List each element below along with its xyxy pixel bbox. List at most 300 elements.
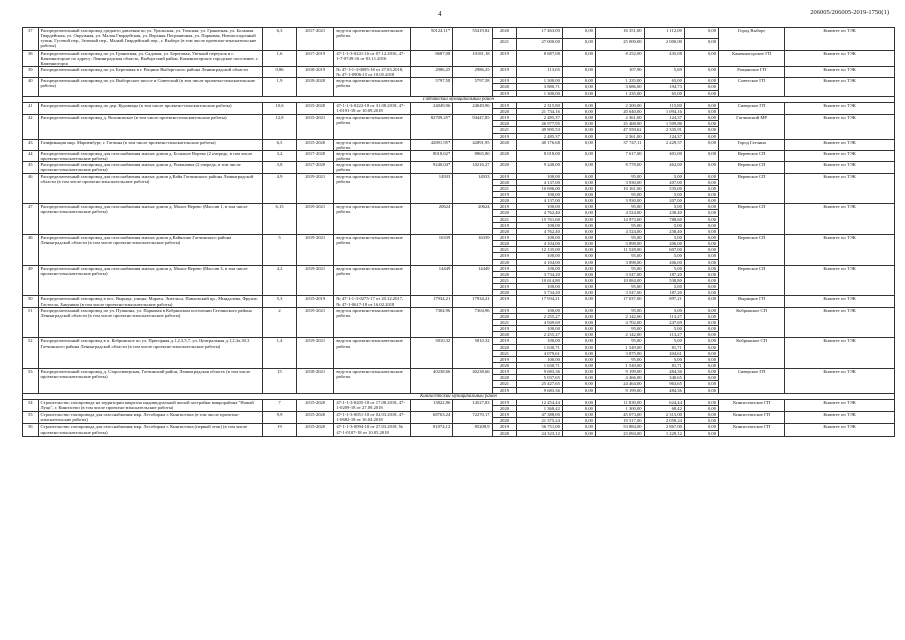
regional-cell: 37 747,11: [595, 139, 644, 150]
other-cell: 0,00: [684, 418, 718, 424]
other-cell: 0,00: [684, 133, 718, 139]
other-cell: 0,00: [684, 109, 718, 115]
row-number-cell: 45: [23, 162, 39, 173]
year-cell: 2020: [492, 430, 517, 436]
regional-cell: 95,00: [595, 326, 644, 332]
total-cell: 2 255,27: [517, 313, 563, 319]
remaining-cost-cell: 2986,25: [453, 67, 492, 78]
length-cell: 3,2: [262, 151, 296, 162]
length-cell: 9,9: [262, 412, 296, 424]
year-cell: 2019: [492, 296, 517, 307]
other-cell: 0,00: [684, 344, 718, 350]
period-cell: 2019-2021: [297, 204, 334, 235]
local-cell: 530,80: [644, 278, 684, 284]
other-cell: 0,00: [684, 284, 718, 290]
local-cell: 81,71: [644, 363, 684, 369]
customer-cell: Вырицкое ГП: [719, 296, 785, 307]
year-cell: 2019: [492, 338, 517, 344]
expertise-cell: ведутся проектно-изыскательские работы: [334, 265, 411, 296]
federal-cell: 0,00: [562, 115, 595, 121]
regional-cell: 1 549,00: [595, 363, 644, 369]
regional-cell: 19 317,00: [595, 418, 644, 424]
regional-cell: 4 524,00: [595, 228, 644, 234]
customer-cell: Сиверское ГП: [719, 102, 785, 114]
regional-cell: 8 252,00: [595, 50, 644, 66]
total-cell: 26 977,95: [517, 121, 563, 127]
federal-cell: 0,00: [562, 102, 595, 108]
other-cell: 0,00: [684, 102, 718, 108]
federal-cell: 0,00: [562, 121, 595, 127]
local-cell: 238,40: [644, 228, 684, 234]
regional-cell: 4 466,00: [595, 375, 644, 381]
other-cell: 0,00: [684, 235, 718, 241]
total-cell: 1 368,42: [517, 405, 563, 411]
year-cell: 2019: [492, 115, 517, 121]
row-number-cell: 47: [23, 204, 39, 235]
other-cell: 0,00: [684, 90, 718, 96]
federal-cell: 0,00: [562, 399, 595, 405]
total-cell: 2 485,37: [517, 115, 563, 121]
document-code: 206005/206005-2019-1750(1): [810, 9, 889, 16]
remaining-cost-cell: 5797,58: [453, 78, 492, 96]
regional-cell: 23 094,00: [595, 430, 644, 436]
regional-cell: 2 142,00: [595, 332, 644, 338]
customer-cell: Кингисеппское ГП: [719, 424, 785, 436]
customer-cell: Веревское СП: [719, 235, 785, 266]
customer-cell: Сиверское ГП: [719, 369, 785, 394]
local-cell: 194,73: [644, 84, 684, 90]
regional-cell: 3 875,00: [595, 350, 644, 356]
total-cell: 100,00: [517, 173, 563, 179]
federal-cell: 0,00: [562, 338, 595, 344]
other-cell: 0,00: [684, 173, 718, 179]
federal-cell: 0,00: [562, 39, 595, 50]
estimate-cost-cell: 14449: [410, 265, 452, 296]
object-row: [23, 67, 895, 78]
year-cell: 2021: [492, 247, 517, 253]
other-cell: 0,00: [684, 296, 718, 307]
length-cell: 19: [262, 424, 296, 436]
object-row: [23, 139, 895, 150]
federal-cell: 0,00: [562, 278, 595, 284]
expertise-cell: ведутся проектно-изыскательские работы: [334, 369, 411, 394]
federal-cell: 0,00: [562, 204, 595, 210]
row-number-cell: 37: [23, 28, 39, 51]
federal-cell: 0,00: [562, 151, 595, 162]
other-cell: 0,00: [684, 179, 718, 185]
total-cell: 100,00: [517, 338, 563, 344]
year-cell: 2019: [492, 307, 517, 313]
customer-cell: Город Гатчина: [719, 139, 785, 150]
other-cell: 0,00: [684, 369, 718, 375]
other-cell: 0,00: [684, 121, 718, 127]
description-cell: Распределительный газопровод для газоснабжения жилых домов д. Романовка (2 очередь, в том числе проектно-изыскательские работы): [38, 162, 262, 173]
federal-cell: 0,00: [562, 185, 595, 191]
remaining-cost-cell: 14527,83: [453, 399, 492, 411]
object-row: [23, 78, 895, 84]
local-cell: 113,27: [644, 313, 684, 319]
other-cell: 0,00: [684, 332, 718, 338]
regional-cell: 95,00: [595, 204, 644, 210]
total-cell: 47 388,00: [517, 412, 563, 418]
expertise-cell: 47-1-1-3-0051-18 от 02.03.2018, 47-1-0682-18 от 16.04.2018: [334, 412, 411, 424]
regional-cell: 7 617,00: [595, 151, 644, 162]
local-cell: 247,69: [644, 320, 684, 326]
responsible-body-cell: Комитет по ТЭК: [785, 151, 895, 162]
total-cell: 40 176,68: [517, 139, 563, 150]
district-header: Кингисеппский муниципальный район: [23, 393, 895, 399]
total-cell: 21 375,24: [517, 418, 563, 424]
estimate-cost-cell: 7304,96: [410, 307, 452, 338]
local-cell: 68,42: [644, 405, 684, 411]
responsible-body-cell: Комитет по ТЭК: [785, 139, 895, 150]
local-cell: 5,69: [644, 67, 684, 78]
estimate-cost-cell: 17934,21: [410, 296, 452, 307]
period-cell: 2019-2021: [297, 265, 334, 296]
federal-cell: 0,00: [562, 418, 595, 424]
remaining-cost-cell: 5810,32: [453, 338, 492, 369]
description-cell: Распределительный газопровод для газоснабжения жилых домов д.Вайя Гатчинского района Ленинградской области (в том числе проектно-изыскательские работы): [38, 173, 262, 204]
total-cell: 15 761,60: [517, 216, 563, 222]
remaining-cost-cell: 8865,80: [453, 151, 492, 162]
object-row: [23, 102, 895, 108]
other-cell: 0,00: [684, 216, 718, 222]
year-cell: 2021: [492, 350, 517, 356]
federal-cell: 0,00: [562, 265, 595, 271]
period-cell: 2017-2020: [297, 162, 334, 173]
description-cell: Распределительный газопровод среднего давления по ул. Уральская, ул. Томская, ул. Гранитная, ул. Большая Гвардейская, ул. Окружная, ул. Малая Гвардейская, ул. Верхняя Пограничная, ул. Парковая, Новопосадочный тупик, Гусевой пер., Зеленый пер., Малый Гвардейский пер., г. Выборг (в том числе проектно-изыскательские работы): [38, 28, 262, 51]
federal-cell: 0,00: [562, 296, 595, 307]
row-number-cell: 48: [23, 235, 39, 266]
total-cell: 2 485,37: [517, 133, 563, 139]
period-cell: 2015-2020: [297, 399, 334, 411]
other-cell: 0,00: [684, 151, 718, 162]
responsible-body-cell: Комитет по ТЭК: [785, 369, 895, 394]
regional-cell: 9 199,00: [595, 387, 644, 393]
regional-cell: 3 898,00: [595, 241, 644, 247]
other-cell: 0,00: [684, 222, 718, 228]
year-cell: 2019: [492, 67, 517, 78]
other-cell: 0,00: [684, 399, 718, 405]
other-cell: 0,00: [684, 326, 718, 332]
responsible-body-cell: Комитет по ТЭК: [785, 296, 895, 307]
description-cell: Распределительный газопровод по ул. Выборгское шоссе и Советский (в том числе проектно-изыскательские работы): [38, 78, 262, 96]
federal-cell: 0,00: [562, 284, 595, 290]
local-cell: 5,00: [644, 222, 684, 228]
total-cell: 100,00: [517, 265, 563, 271]
estimate-cost-cell: 81074,12: [410, 424, 452, 436]
local-cell: 2 000,00: [644, 39, 684, 50]
local-cell: 401,00: [644, 151, 684, 162]
regional-cell: 2 142,00: [595, 313, 644, 319]
length-cell: 5,3: [262, 296, 296, 307]
expertise-cell: ведутся проектно-изыскательские работы: [334, 162, 411, 173]
length-cell: 7: [262, 399, 296, 411]
local-cell: 207,00: [644, 179, 684, 185]
year-cell: 2019: [492, 192, 517, 198]
estimate-cost-cell: 20624: [410, 204, 452, 235]
object-row: [23, 235, 895, 241]
local-cell: 5,00: [644, 326, 684, 332]
estimate-cost-cell: 42891,95*: [410, 139, 452, 150]
object-row: [23, 50, 895, 66]
regional-cell: 4 702,00: [595, 320, 644, 326]
other-cell: 0,00: [684, 405, 718, 411]
year-cell: 2019: [492, 284, 517, 290]
estimate-cost-cell: 68763,24: [410, 412, 452, 424]
total-cell: 3 734,20: [517, 271, 563, 277]
other-cell: 0,00: [684, 350, 718, 356]
responsible-body-cell: Комитет по ТЭК: [785, 102, 895, 114]
local-cell: 535,00: [644, 185, 684, 191]
row-number-cell: 38: [23, 50, 39, 66]
customer-cell: Веревское СП: [719, 162, 785, 173]
description-cell: Газификация мкр. Мариенбург, г. Гатчина (в том числе проектно-изыскательские работы): [38, 139, 262, 150]
description-cell: Распределительный газопровод по ул. Березовая в г. Рощино Выборгского района Ленинградской области: [38, 67, 262, 78]
local-cell: 124,37: [644, 115, 684, 121]
federal-cell: 0,00: [562, 356, 595, 362]
period-cell: 2018-2021: [297, 369, 334, 394]
federal-cell: 0,00: [562, 127, 595, 133]
remaining-cost-cell: 72270,17: [453, 412, 492, 424]
responsible-body-cell: Комитет по ТЭК: [785, 412, 895, 424]
federal-cell: 0,00: [562, 369, 595, 375]
length-cell: 6,15: [262, 204, 296, 235]
total-cell: 10 696,00: [517, 185, 563, 191]
federal-cell: 0,00: [562, 162, 595, 173]
responsible-body-cell: Комитет по ТЭК: [785, 78, 895, 96]
federal-cell: 0,00: [562, 307, 595, 313]
total-cell: 17 934,21: [517, 296, 563, 307]
regional-cell: 14 973,00: [595, 216, 644, 222]
length-cell: 6,3: [262, 28, 296, 51]
responsible-body-cell: Комитет по ТЭК: [785, 307, 895, 338]
remaining-cost-cell: 14449: [453, 265, 492, 296]
expertise-cell: ведутся проектно-изыскательские работы: [334, 115, 411, 140]
estimate-cost-cell: 16339: [410, 235, 452, 266]
regional-cell: 95,00: [595, 235, 644, 241]
regional-cell: 3 930,00: [595, 198, 644, 204]
length-cell: 1,6: [262, 50, 296, 66]
federal-cell: 0,00: [562, 228, 595, 234]
total-cell: 100,00: [517, 326, 563, 332]
object-row: [23, 296, 895, 307]
total-cell: 100,00: [517, 356, 563, 362]
other-cell: 0,00: [684, 356, 718, 362]
estimate-cost-cell: 14933: [410, 173, 452, 204]
row-number-cell: 55: [23, 412, 39, 424]
length-cell: 4,9: [262, 173, 296, 204]
other-cell: 0,00: [684, 127, 718, 133]
year-cell: 2020: [492, 363, 517, 369]
description-cell: Распределительный газопровод по ул. Пушкина, ул. Парковая в Кобринском поселении Гатчинского района Ленинградской области (в том числе проектно-изыскательские работы): [38, 307, 262, 338]
description-cell: Строительство газопровода на территории квартала индивидуальной жилой застройки микрорайона "Новый Луцк", г. Кингисепп (в том числе проектно-изыскательские работы): [38, 399, 262, 411]
local-cell: 1 229,12: [644, 430, 684, 436]
total-cell: 9 683,36: [517, 387, 563, 393]
federal-cell: 0,00: [562, 247, 595, 253]
total-cell: 100,00: [517, 192, 563, 198]
local-cell: 1 509,86: [644, 121, 684, 127]
other-cell: 0,00: [684, 247, 718, 253]
customer-cell: Кобринское СП: [719, 307, 785, 338]
responsible-body-cell: Комитет по ТЭК: [785, 265, 895, 296]
federal-cell: 0,00: [562, 350, 595, 356]
year-cell: 2020: [492, 332, 517, 338]
customer-cell: Кингисеппское ГП: [719, 399, 785, 411]
description-cell: Распределительный газопровод в пос. Вырица, улицы: Марата, Энгельса, Павловский пр., Миндалева, Фрунзе, Гастелло, Бакунина (в том числе проектно-изыскательские работы): [38, 296, 262, 307]
local-cell: 2 315,00: [644, 412, 684, 418]
object-row: [23, 115, 895, 121]
estimate-cost-cell: 8018,62*: [410, 151, 452, 162]
year-cell: 2019: [492, 399, 517, 405]
other-cell: 0,00: [684, 115, 718, 121]
year-cell: 2020: [492, 151, 517, 162]
total-cell: 4 949,69: [517, 320, 563, 326]
year-cell: 2019: [492, 265, 517, 271]
row-number-cell: 54: [23, 399, 39, 411]
federal-cell: 0,00: [562, 363, 595, 369]
federal-cell: 0,00: [562, 210, 595, 216]
responsible-body-cell: Комитет по ТЭК: [785, 338, 895, 369]
customer-cell: Советское ГП: [719, 78, 785, 96]
regional-cell: 95,00: [595, 284, 644, 290]
total-cell: 1 300,00: [517, 78, 563, 84]
year-cell: 2020: [492, 179, 517, 185]
period-cell: 2019-2021: [297, 173, 334, 204]
local-cell: 5,00: [644, 204, 684, 210]
year-cell: 2020: [492, 271, 517, 277]
regional-cell: 3 547,00: [595, 290, 644, 296]
regional-cell: 1 549,00: [595, 344, 644, 350]
total-cell: 100,00: [517, 284, 563, 290]
regional-cell: 1 235,00: [595, 90, 644, 96]
federal-cell: 0,00: [562, 109, 595, 115]
other-cell: 0,00: [684, 204, 718, 210]
total-cell: 100,00: [517, 253, 563, 259]
year-cell: 2021: [492, 278, 517, 284]
remaining-cost-cell: 85208,9: [453, 424, 492, 436]
federal-cell: 0,00: [562, 78, 595, 84]
year-cell: 2019: [492, 133, 517, 139]
object-row: [23, 204, 895, 210]
other-cell: 0,00: [684, 387, 718, 393]
local-cell: 2 058,24: [644, 418, 684, 424]
year-cell: 2020: [492, 418, 517, 424]
year-cell: 2020: [492, 162, 517, 173]
local-cell: 124,37: [644, 133, 684, 139]
period-cell: 2017-2021: [297, 28, 334, 51]
total-cell: 27 000,00: [517, 39, 563, 50]
year-cell: 2019: [492, 412, 517, 418]
regional-cell: 10 084,00: [595, 278, 644, 284]
regional-cell: 95,00: [595, 338, 644, 344]
customer-cell: Веревское СП: [719, 265, 785, 296]
estimate-cost-cell: 40238,66: [410, 369, 452, 394]
other-cell: 0,00: [684, 67, 718, 78]
expertise-cell: ведутся проектно-изыскательские работы: [334, 204, 411, 235]
local-cell: 5,00: [644, 235, 684, 241]
year-cell: 2020: [492, 109, 517, 115]
regional-cell: 95,00: [595, 173, 644, 179]
federal-cell: 0,00: [562, 235, 595, 241]
federal-cell: 0,00: [562, 50, 595, 66]
remaining-cost-cell: 16339: [453, 235, 492, 266]
year-cell: 2019: [492, 387, 517, 393]
year-cell: 2019: [492, 326, 517, 332]
other-cell: 0,00: [684, 78, 718, 84]
other-cell: 0,00: [684, 412, 718, 418]
description-cell: Распределительный газопровод д. Старосиверская, Гатчинский район, Ленинградская область (в том числе проектно-изыскательские работы): [38, 369, 262, 394]
period-cell: 2018-2019: [297, 67, 334, 78]
local-cell: 187,20: [644, 271, 684, 277]
other-cell: 0,00: [684, 259, 718, 265]
local-cell: 5,00: [644, 307, 684, 313]
remaining-cost-cell: 10181,18: [453, 50, 492, 66]
regional-cell: 3 930,00: [595, 179, 644, 185]
estimate-cost-cell: 9240,04*: [410, 162, 452, 173]
federal-cell: 0,00: [562, 67, 595, 78]
period-cell: 2015-2020: [297, 424, 334, 436]
federal-cell: 0,00: [562, 344, 595, 350]
length-cell: 15: [262, 369, 296, 394]
length-cell: 10,6: [262, 102, 296, 114]
period-cell: 2017-2020: [297, 151, 334, 162]
federal-cell: 0,00: [562, 375, 595, 381]
row-number-cell: 40: [23, 78, 39, 96]
estimate-cost-cell: 8687,08: [410, 50, 452, 66]
total-cell: 10 614,80: [517, 278, 563, 284]
year-cell: 2019: [492, 90, 517, 96]
responsible-body-cell: Комитет по ТЭК: [785, 162, 895, 173]
length-cell: 12,8: [262, 115, 296, 140]
other-cell: 0,00: [684, 185, 718, 191]
object-row: [23, 265, 895, 271]
responsible-body-cell: Комитет по ТЭК: [785, 424, 895, 436]
total-cell: 8 018,00: [517, 151, 563, 162]
total-cell: 4 137,00: [517, 198, 563, 204]
year-cell: 2020: [492, 139, 517, 150]
length-cell: 2: [262, 307, 296, 338]
local-cell: 206,00: [644, 259, 684, 265]
other-cell: 0,00: [684, 271, 718, 277]
remaining-cost-cell: 94447,85: [453, 115, 492, 140]
year-cell: 2020: [492, 84, 517, 90]
row-number-cell: 49: [23, 265, 39, 296]
other-cell: 0,00: [684, 381, 718, 387]
total-cell: 12 135,00: [517, 247, 563, 253]
description-cell: Строительство газопровода для газоснабжения мкр. Лесобиржа г. Кингисеппа (в том числе проектно-изыскательские работы): [38, 412, 262, 424]
responsible-body-cell: Комитет по ТЭК: [785, 399, 895, 411]
customer-cell: Гатчинский МР: [719, 115, 785, 140]
length-cell: 3,8: [262, 162, 296, 173]
year-cell: 2019: [492, 204, 517, 210]
description-cell: Распределительный газопровод для газоснабжения жилых домов д. Малое Верево (Массив 3, в том числе проектно-изыскательские работы): [38, 265, 262, 296]
regional-cell: 95,00: [595, 222, 644, 228]
local-cell: 207,00: [644, 198, 684, 204]
federal-cell: 0,00: [562, 271, 595, 277]
local-cell: 5,00: [644, 173, 684, 179]
local-cell: 462,00: [644, 162, 684, 173]
remaining-cost-cell: 14933: [453, 173, 492, 204]
customer-cell: Город Выборг: [719, 28, 785, 51]
expertise-cell: ведутся проектно-изыскательские работы: [334, 173, 411, 204]
regional-cell: 1 235,00: [595, 78, 644, 84]
gasification-program-table: [22, 27, 895, 437]
local-cell: 788,60: [644, 216, 684, 222]
responsible-body-cell: Комитет по ТЭК: [785, 67, 895, 78]
other-cell: 0,00: [684, 265, 718, 271]
local-cell: 187,20: [644, 290, 684, 296]
